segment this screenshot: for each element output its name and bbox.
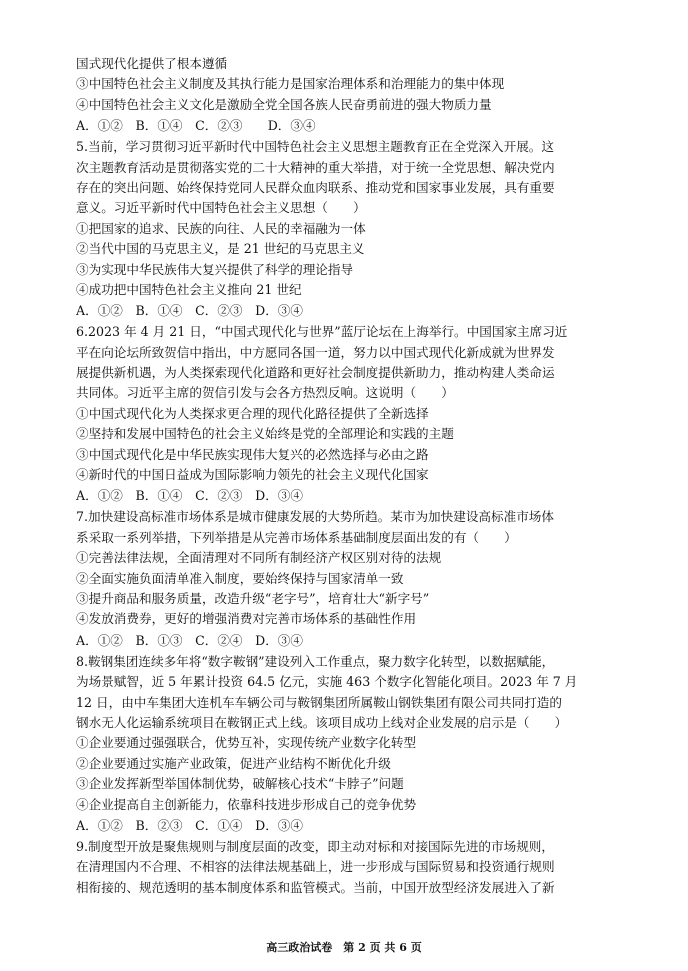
text-line: 5.当前，学习贯彻习近平新时代中国特色社会主义思想主题教育正在全党深入开展。这 [76, 139, 554, 155]
text-line: 系采取一系列举措，下列举措是从完善市场体系基础制度层面出发的有（ ） [76, 529, 517, 545]
text-line: ①中国式现代化为人类探求更合理的现代化路径提供了全新选择 [76, 405, 429, 421]
text-line: 共同体。习近平主席的贺信引发与会各方热烈反响。这说明（ ） [76, 385, 454, 401]
question-text [76, 54, 618, 898]
answer-options: A．①② B．①④ C．②③ D．③④ [76, 118, 316, 134]
answer-options: A．①② B．①③ C．②④ D．③④ [76, 632, 303, 648]
text-line: ④新时代的中国日益成为国际影响力领先的社会主义现代化国家 [76, 467, 429, 483]
text-line: 意义。习近平新时代中国特色社会主义思想（ ） [76, 200, 366, 216]
text-line: 钢水无人化运输系统项目在鞍钢正式上线。该项目成功上线对企业发展的启示是（ ） [76, 714, 568, 730]
answer-options: A．①② B．①④ C．②③ D．③④ [76, 488, 303, 504]
text-line: ③中国特色社会主义制度及其执行能力是国家治理体系和治理能力的集中体现 [76, 76, 505, 92]
text-line: 国式现代化提供了根本遵循 [76, 56, 228, 71]
text-line: 12 日，由中车集团大连机车车辆公司与鞍钢集团所属鞍山钢铁集团有限公司共同打造的 [76, 694, 562, 710]
text-line: 8.鞍钢集团连续多年将“数字鞍钢”建设列入工作重点，聚力数字化转型，以数据赋能， [76, 653, 555, 669]
text-line: ②坚持和发展中国特色的社会主义始终是党的全部理论和实践的主题 [76, 426, 454, 442]
text-line: ④企业提高自主创新能力，依靠科技进步形成自己的竞争优势 [76, 796, 417, 812]
text-line: 为场景赋智，近 5 年累计投资 64.5 亿元，实施 463 个数字化智能化项目。2023 年 7 月 [76, 674, 578, 690]
page-footer: 高三政治试卷 第 2 页 共 6 页 [266, 941, 422, 954]
text-line: ②全面实施负面清单准入制度，要始终保持与国家清单一致 [76, 570, 404, 586]
text-line: 6.2023 年 4 月 21 日，“中国式现代化与世界”蓝厅论坛在上海举行。中国国家主席习近 [76, 324, 568, 340]
text-line: ③提升商品和服务质量，改造升级“老字号”，培育壮大“新字号” [76, 590, 430, 606]
text-line: 7.加快建设高标准市场体系是城市健康发展的大势所趋。某市为加快建设高标准市场体 [76, 509, 554, 525]
text-line: ③企业发挥新型举国体制优势，破解核心技术“卡脖子”问题 [76, 776, 404, 792]
text-line: 存在的突出问题、始终保持党同人民群众血肉联系、推动党和国家事业发展，具有重要 [76, 179, 555, 195]
text-line: ②当代中国的马克思主义，是 21 世纪的马克思主义 [76, 241, 365, 257]
text-line: ①企业要通过强强联合，优势互补，实现传统产业数字化转型 [76, 735, 417, 751]
text-line: ①完善法律法规，全面清理对不同所有制经济产权区别对待的法规 [76, 550, 442, 566]
text-line: 9.制度型开放是聚焦规则与制度层面的改变，即主动对标和对接国际先进的市场规则， [76, 838, 554, 854]
text-line: ③为实现中华民族伟大复兴提供了科学的理论指导 [76, 261, 354, 277]
text-line: ②企业要通过实施产业政策，促进产业结构不断优化升级 [76, 755, 391, 771]
text-line: 在清理国内不合理、不相容的法律法规基础上，进一步形成与国际贸易和投资通行规则 [76, 859, 555, 875]
text-line: ④成功把中国特色社会主义推向 21 世纪 [76, 281, 302, 297]
text-line: ④发放消费券，更好的增强消费对完善市场体系的基础性作用 [76, 611, 417, 627]
text-line: ①把国家的追求、民族的向往、人民的幸福融为一体 [76, 220, 366, 236]
text-line: ③中国式现代化是中华民族实现伟大复兴的必然选择与必由之路 [76, 446, 429, 462]
text-line: 相衔接的、规范透明的基本制度体系和监管模式。当前，中国开放型经济发展进入了新 [76, 879, 555, 895]
answer-options: A．①② B．①④ C．②③ D．③④ [76, 303, 303, 319]
text-line: 展提供新机遇，为人类探索现代化道路和更好社会制度提供新助力，推动构建人类命运 [76, 365, 555, 381]
text-line: 次主题教育活动是贯彻落实党的二十大精神的重大举措，对于统一全党思想、解决党内 [76, 159, 555, 175]
answer-options: A．①② B．②③ C．①④ D．③④ [76, 817, 303, 833]
text-line: 平在向论坛所致贺信中指出，中方愿同各国一道，努力以中国式现代化新成就为世界发 [76, 344, 555, 360]
text-line: ④中国特色社会主义文化是激励全党全国各族人民奋勇前进的强大物质力量 [76, 96, 492, 112]
